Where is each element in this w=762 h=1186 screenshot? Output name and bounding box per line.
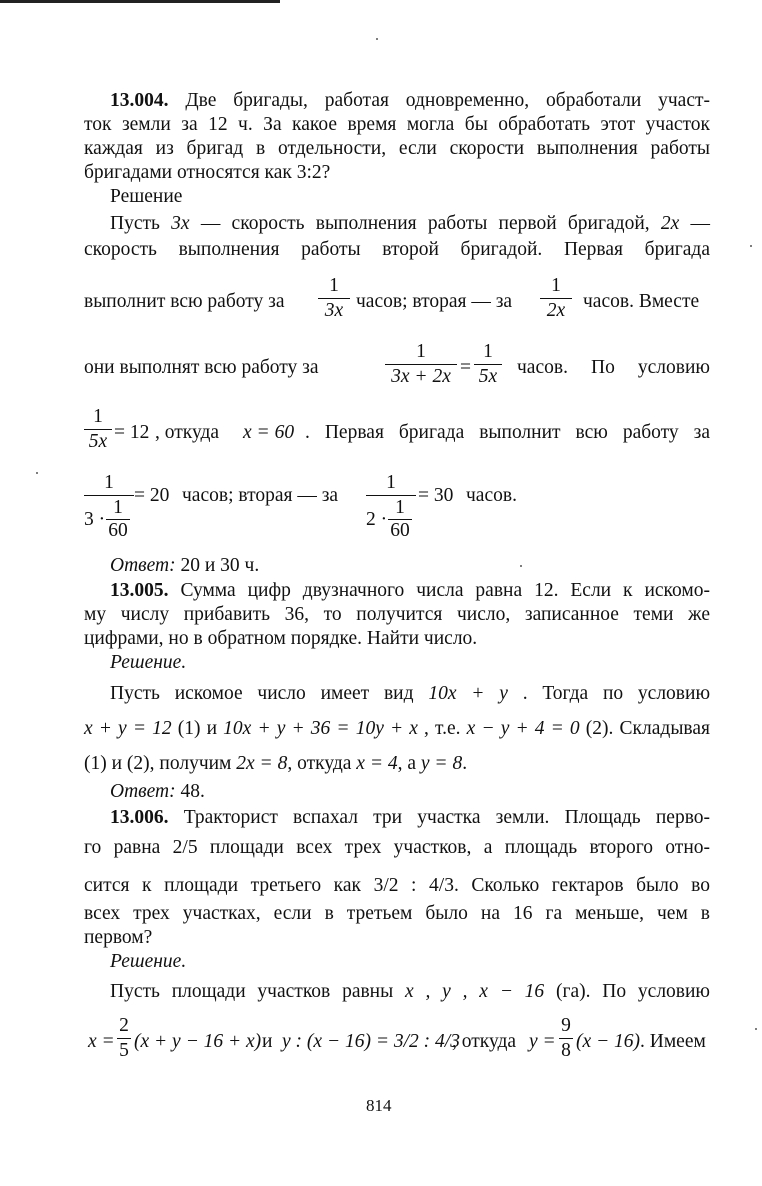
inner-fraction <box>106 497 130 542</box>
fraction-bar <box>474 364 502 365</box>
numerator: 9 <box>561 1015 571 1036</box>
text: часов. По условию <box>517 357 710 378</box>
math: = 30 <box>418 485 454 506</box>
text: сится к площади третьего как <box>84 875 361 896</box>
math: (x − 16) <box>576 1031 641 1052</box>
math: 3x <box>171 213 190 234</box>
denominator: 5x <box>88 431 108 452</box>
equals: = <box>460 357 471 378</box>
compound-fraction <box>84 472 134 543</box>
text: часов; вторая — за <box>356 291 513 312</box>
answer-13005 <box>110 780 710 804</box>
problem-13006-line-5: первом? <box>84 927 153 948</box>
problem-13004-line-4: бригадами относятся как 3:2? <box>84 162 331 183</box>
math: 2x <box>660 213 680 234</box>
fraction <box>540 275 572 322</box>
text: Тракторист вспахал три участка земли. Площадь перво- <box>183 807 711 828</box>
math: x , y , x − 16 <box>405 981 545 1002</box>
math: (x + y − 16 + x) <box>134 1031 262 1052</box>
top-rule <box>0 0 280 3</box>
text: , откуда <box>452 1031 517 1052</box>
text: Пусть площади участков равны <box>110 981 394 1002</box>
denominator <box>366 497 416 543</box>
denominator: 5 <box>119 1040 129 1061</box>
problem-13005-line-3: цифрами, но в обратном порядке. Найти число. <box>84 628 478 649</box>
fraction <box>385 341 457 388</box>
fraction-bar <box>385 364 457 365</box>
fraction-bar <box>318 298 350 299</box>
denominator: 8 <box>561 1040 571 1061</box>
math: x − y + 4 = 0 <box>466 718 580 739</box>
denominator: 2x <box>546 300 566 321</box>
scan-speck <box>755 1028 757 1030</box>
fraction <box>117 1015 131 1062</box>
answer-value: 20 и 30 ч. <box>180 555 260 576</box>
text: , а <box>397 753 417 774</box>
problem-13006-line-3 <box>84 874 710 898</box>
text: Две бригады, работая одновременно, обработали участ- <box>185 90 710 111</box>
problem-number: 13.006. <box>110 807 169 828</box>
fraction-bar <box>366 495 416 496</box>
fraction <box>84 406 112 453</box>
numerator: 1 <box>329 275 339 296</box>
solution-13006-line-1 <box>110 980 710 1004</box>
math: x = 60 <box>243 422 295 443</box>
solution-13004-line-4a: они выполнят всю работу за <box>84 357 319 378</box>
math: 2/5 <box>172 837 198 858</box>
answer-13004 <box>110 554 710 578</box>
math: 3/2 : 4/3 <box>373 875 454 896</box>
fraction-bar <box>84 429 112 430</box>
problem-13006-line-1 <box>110 806 710 830</box>
text: Пусть <box>110 213 160 234</box>
solution-13004-line-3a: выполнит всю работу за <box>84 291 285 312</box>
numerator: 1 <box>386 472 396 493</box>
scan-speck <box>750 245 752 247</box>
math: x + y = 12 <box>84 718 172 739</box>
denominator: 5x <box>478 366 498 387</box>
fraction <box>474 341 502 388</box>
denominator <box>84 497 134 543</box>
denominator: 3x <box>324 300 344 321</box>
problem-13004-line-1 <box>110 89 710 113</box>
fraction <box>559 1015 573 1062</box>
numerator: 1 <box>113 497 123 518</box>
solution-13005-line-2 <box>84 717 710 741</box>
solution-label: Решение. <box>110 951 187 972</box>
math: x = <box>88 1031 115 1052</box>
text: (1) и <box>177 718 218 739</box>
text: , т.е. <box>424 718 461 739</box>
numerator: 1 <box>93 406 103 427</box>
problem-13006-line-2 <box>84 836 710 860</box>
text: и <box>262 1031 273 1052</box>
math: 2x = 8 <box>236 753 288 774</box>
text: Сумма цифр двузначного числа равна 12. Если к искомо- <box>180 580 710 601</box>
text: Пусть искомое число имеет вид <box>110 683 414 704</box>
numerator: 1 <box>551 275 561 296</box>
coefficient: 2 · <box>366 509 388 530</box>
text: . Первая бригада выполнит всю работу за <box>305 422 710 443</box>
numerator: 2 <box>119 1015 129 1036</box>
answer-label: Ответ: <box>110 555 176 576</box>
math: 10x + y <box>428 683 508 704</box>
problem-number: 13.005. <box>110 580 169 601</box>
text: , откуда <box>287 753 352 774</box>
text: часов; вторая — за <box>182 485 339 506</box>
text: , откуда <box>155 422 220 443</box>
denominator: 3x + 2x <box>391 366 451 387</box>
scan-speck <box>376 38 378 40</box>
math: 10x + y + 36 = 10y + x <box>223 718 418 739</box>
solution-label: Решение <box>110 186 183 207</box>
text: — скорость выполнения работы первой бригадой, <box>200 213 650 234</box>
text: часов. <box>466 485 517 506</box>
text: . Сколько гектаров было во <box>453 875 711 896</box>
numerator: 1 <box>483 341 493 362</box>
math: = 12 <box>114 422 150 443</box>
problem-13005-line-1 <box>110 579 710 603</box>
solution-13004-line-1 <box>110 212 710 236</box>
denominator: 60 <box>390 520 410 541</box>
coefficient: 3 · <box>84 509 106 530</box>
numerator: 1 <box>395 497 405 518</box>
math: y = <box>529 1031 556 1052</box>
fraction-bar <box>84 495 134 496</box>
fraction-bar <box>559 1038 573 1039</box>
text: го равна <box>84 837 161 858</box>
text: . <box>462 753 468 774</box>
page-number: 814 <box>366 1096 392 1115</box>
fraction <box>318 275 350 322</box>
math: = 20 <box>134 485 170 506</box>
text: часов. Вместе <box>583 291 700 312</box>
problem-13005-line-2: му числу прибавить 36, то получится число, записанное теми же <box>84 604 710 625</box>
text: . Имеем <box>640 1031 706 1052</box>
solution-label: Решение. <box>110 652 187 673</box>
text: . Тогда по условию <box>522 683 711 704</box>
answer-value: 48. <box>180 781 205 802</box>
math: x = 4 <box>356 753 398 774</box>
compound-fraction <box>366 472 416 543</box>
problem-number: 13.004. <box>110 90 169 111</box>
scan-speck <box>36 472 38 474</box>
problem-13006-line-4: всех трех участках, если в третьем было на 16 га меньше, чем в <box>84 903 710 924</box>
math: y : (x − 16) = 3/2 : 4/3 <box>282 1031 460 1052</box>
solution-13005-line-1 <box>110 682 710 706</box>
text: (1) и (2), получим <box>84 753 232 774</box>
text: — <box>690 213 711 234</box>
numerator: 1 <box>104 472 114 493</box>
text: площади всех трех участков, а площадь второго отно- <box>209 837 710 858</box>
solution-13004-line-2: скорость выполнения работы второй бригадой. Первая бригада <box>84 239 710 260</box>
solution-13005-line-3 <box>84 752 710 776</box>
fraction-bar <box>117 1038 131 1039</box>
text: (2). Складывая <box>585 718 710 739</box>
scan-speck <box>520 565 522 567</box>
answer-label: Ответ: <box>110 781 176 802</box>
problem-13004-line-2: ток земли за 12 ч. За какое время могла бы обработать этот участок <box>84 114 710 135</box>
denominator: 60 <box>108 520 128 541</box>
text: (га). По условию <box>555 981 711 1002</box>
problem-13004-line-3: каждая из бригад в отдельности, если скорости выполнения работы <box>84 138 710 159</box>
math: y = 8 <box>420 753 463 774</box>
inner-fraction <box>388 497 412 542</box>
fraction-bar <box>540 298 572 299</box>
numerator: 1 <box>416 341 426 362</box>
